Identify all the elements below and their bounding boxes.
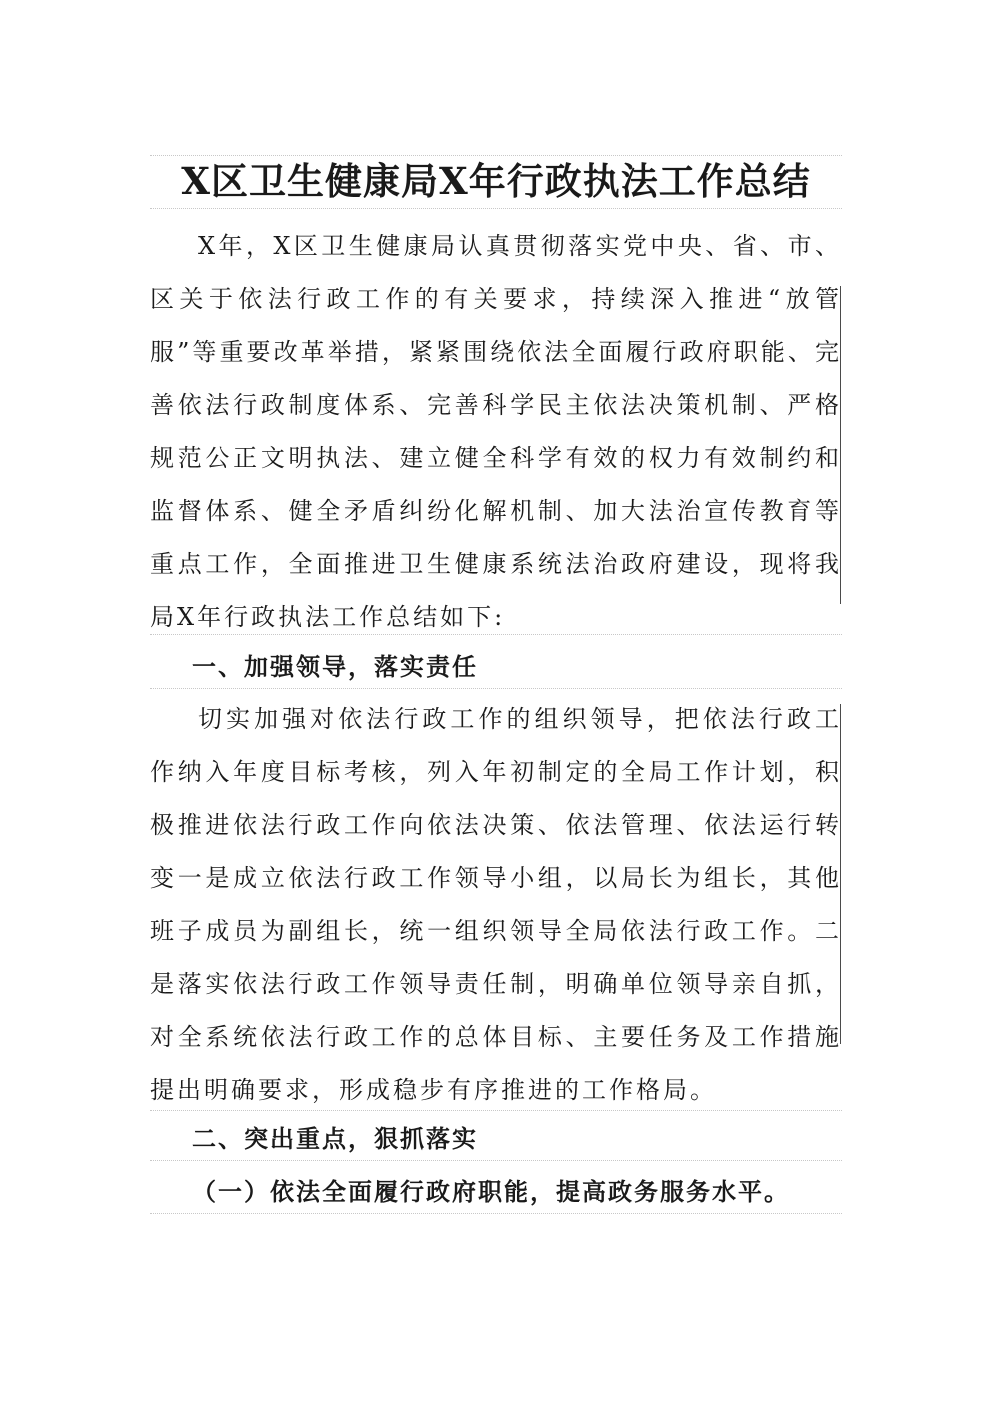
section-1-body-rule — [150, 1110, 842, 1111]
margin-bar-intro — [840, 286, 841, 604]
intro-paragraph: X年，X区卫生健康局认真贯彻落实党中央、省、市、区关于依法行政工作的有关要求，持续深入推进“放管服”等重要改革举措，紧紧围绕依法全面履行政府职能、完善依法行政制度体系、完善科学民主依法决策机制、严格规范公正文明执法、建立健全科学有效的权力有效制约和监督体系、健全矛盾纠纷化解机制、加大法治宣传教育等重点工作，全面推进卫生健康系统法治政府建设，现将我局X年行政执法工作总结如下: — [150, 232, 842, 631]
section-2-subheading-rule — [150, 1213, 842, 1214]
section-2-heading-rule — [150, 1160, 842, 1161]
intro-rule — [150, 634, 842, 635]
section-1-heading: 一、加强领导，落实责任 — [192, 652, 478, 681]
section-2-subheading-1: （一）依法全面履行政府职能，提高政务服务水平。 — [192, 1177, 790, 1206]
section-2-heading: 二、突出重点，狠抓落实 — [192, 1124, 478, 1153]
section-1-heading-rule — [150, 688, 842, 689]
section-1-body: 切实加强对依法行政工作的组织领导，把依法行政工作纳入年度目标考核，列入年初制定的全局工作计划，积极推进依法行政工作向依法决策、依法管理、依法运行转变一是成立依法行政工作领导小组，以局长为组长，其他班子成员为副组长，统一组织领导全局依法行政工作。二是落实依法行政工作领导责任制，明确单位领导亲自抓，对全系统依法行政工作的总体目标、主要任务及工作措施提出明确要求，形成稳步有序推进的工作格局。 — [150, 705, 842, 1104]
document-title: X区卫生健康局X年行政执法工作总结 — [181, 159, 811, 203]
title-bottom-rule — [150, 208, 842, 209]
margin-bar-section-1 — [840, 704, 841, 1044]
